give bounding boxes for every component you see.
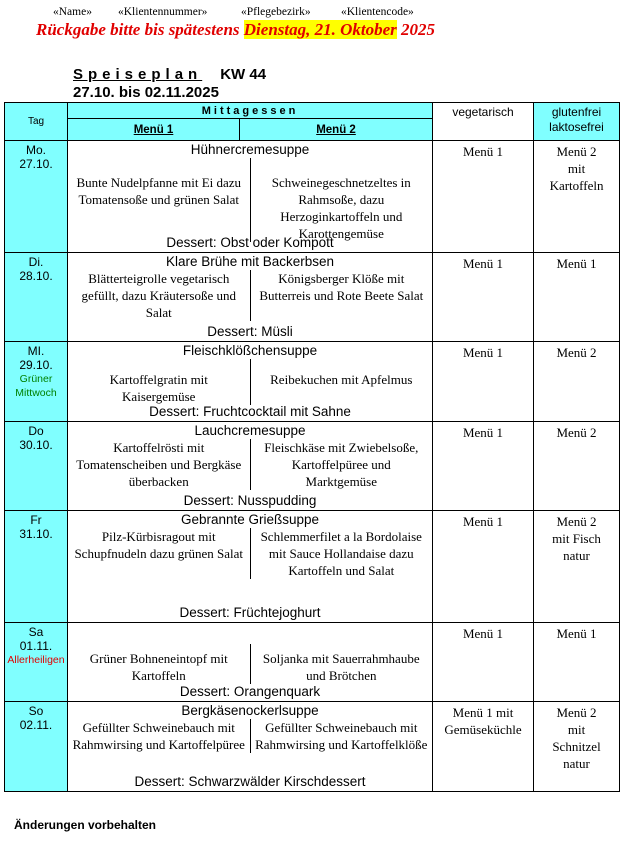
dessert: Dessert: Schwarzwälder Kirschdessert (134, 774, 366, 789)
dessert: Dessert: Müsli (207, 324, 293, 339)
table-row (5, 511, 620, 623)
day-date: 28.10. (19, 269, 53, 283)
dessert: Dessert: Früchtejoghurt (179, 605, 321, 620)
return-deadline-date: Dienstag, 21. Oktober (243, 20, 397, 39)
day-date: 30.10. (19, 438, 53, 452)
soup: Klare Brühe mit Backerbsen (165, 254, 335, 269)
day-date: 01.11. (19, 639, 53, 653)
day-note: Grüner Mittwoch (15, 373, 57, 399)
menu-2-dish: Schweinegeschnetzeltes in Rahmsoße, dazu Herzoginkartoffeln und Karottengemüse (271, 175, 411, 241)
dishes (68, 270, 432, 321)
menu-1-dish: Blätterteigrolle vegetarisch gefüllt, dazu Kräutersoße und Salat (68, 270, 251, 321)
day-cell (5, 702, 68, 792)
day-name: Mo. (25, 143, 46, 157)
lunch-cell (68, 342, 433, 422)
gluten-free-option: Menü 1 (534, 253, 620, 342)
vegetarian-option: Menü 1 (433, 623, 534, 702)
day-cell (5, 253, 68, 342)
menu-2-dish: Soljanka mit Sauerrahmhaube und Brötchen (262, 651, 420, 683)
table-row (5, 702, 620, 792)
lunch-cell (68, 253, 433, 342)
header-menu-1: Menü 1 (68, 119, 240, 141)
day-cell (5, 141, 68, 253)
menu-1-dish: Kartoffelrösti mit Tomatenscheiben und Bergkäse überbacken (68, 439, 251, 490)
gluten-free-option: Menü 2 mit Schnitzel natur (534, 702, 620, 792)
table-row (5, 253, 620, 342)
soup: Fleischklößchensuppe (182, 343, 318, 358)
return-deadline-notice: Rückgabe bitte bis spätestens Dienstag, 21. Oktober 2025 (36, 20, 436, 39)
soup (68, 623, 432, 644)
header-lunch: Mittagessen (68, 103, 433, 119)
menu-2-dish: Fleischkäse mit Zwiebelsoße, Kartoffelpüree und Marktgemüse (264, 440, 419, 489)
dessert: Dessert: Obst oder Kompott (166, 235, 334, 250)
day-name: MI. (27, 344, 45, 358)
header-vegetarian: vegetarisch (433, 103, 534, 141)
soup: Gebrannte Grießsuppe (180, 512, 320, 527)
gluten-free-option: Menü 1 (534, 623, 620, 702)
day-cell (5, 511, 68, 623)
vegetarian-option: Menü 1 (433, 342, 534, 422)
day-cell (5, 342, 68, 422)
dishes (68, 719, 432, 753)
name-placeholder: «Name» (53, 6, 92, 18)
table-row (5, 623, 620, 702)
lunch-cell (68, 141, 433, 253)
day-cell (5, 623, 68, 702)
day-date: 29.10. (19, 358, 53, 372)
header-menu-2: Menü 2 (240, 119, 433, 141)
menu-1-dish: Grüner Bohneneintopf mit Kartoffeln (68, 644, 251, 684)
day-note: Allerheiligen (7, 654, 65, 666)
day-name: Do (28, 424, 44, 438)
menu-2-dish: Reibekuchen mit Apfelmus (270, 372, 413, 387)
header-gluten-lactose-free: glutenfrei laktosefrei (534, 103, 620, 141)
menu-2-dish: Schlemmerfilet a la Bordolaise mit Sauce Hollandaise dazu Kartoffeln und Salat (260, 529, 422, 578)
gluten-free-option: Menü 2 mit Fisch natur (534, 511, 620, 623)
page-title: Speiseplan KW 44 (73, 66, 267, 83)
dishes (68, 528, 432, 579)
menu-1-dish: Kartoffelgratin mit Kaisergemüse (68, 359, 251, 405)
footer-note: Änderungen vorbehalten (14, 818, 157, 832)
week-date-range: 27.10. bis 02.11.2025 (73, 84, 219, 101)
menu-plan-table (4, 102, 620, 792)
vegetarian-option: Menü 1 (433, 253, 534, 342)
lunch-cell (68, 623, 433, 702)
dishes (68, 644, 432, 684)
menu-1-dish: Pilz-Kürbisragout mit Schupfnudeln dazu grünen Salat (68, 528, 251, 579)
day-date: 27.10. (19, 157, 53, 171)
vegetarian-option: Menü 1 (433, 511, 534, 623)
menu-1-dish: Gefüllter Schweinebauch mit Rahmwirsing und Kartoffelpüree (68, 719, 251, 753)
dessert: Dessert: Orangenquark (179, 684, 321, 699)
lunch-cell (68, 422, 433, 511)
menu-1-dish: Bunte Nudelpfanne mit Ei dazu Tomatensoße und grünen Salat (68, 158, 251, 242)
menu-2-dish: Königsberger Klöße mit Butterreis und Rote Beete Salat (259, 271, 424, 303)
day-name: Sa (28, 625, 44, 639)
care-district-placeholder: «Pflegebezirk» (241, 6, 311, 18)
vegetarian-option: Menü 1 mit Gemüseküchle (433, 702, 534, 792)
dishes (68, 359, 432, 405)
gluten-free-option: Menü 2 mit Kartoffeln (534, 141, 620, 253)
header-day: Tag (5, 103, 68, 141)
lunch-cell (68, 511, 433, 623)
day-date: 31.10. (19, 527, 53, 541)
day-name: Di. (28, 255, 44, 269)
day-cell (5, 422, 68, 511)
dessert: Dessert: Fruchtcocktail mit Sahne (149, 404, 351, 419)
dishes (68, 158, 432, 242)
menu-2-dish: Gefüllter Schweinebauch mit Rahmwirsing und Kartoffelklöße (255, 720, 428, 752)
soup: Hühnercremesuppe (190, 142, 310, 157)
dishes (68, 439, 432, 490)
gluten-free-option: Menü 2 (534, 422, 620, 511)
client-number-placeholder: «Klientennummer» (118, 6, 208, 18)
table-row (5, 422, 620, 511)
lunch-cell (68, 702, 433, 792)
day-name: Fr (30, 513, 42, 527)
week-number: KW 44 (220, 66, 267, 83)
soup: Lauchcremesuppe (194, 423, 306, 438)
table-row (5, 141, 620, 253)
dessert: Dessert: Nusspudding (183, 493, 317, 508)
soup: Bergkäsenockerlsuppe (181, 703, 319, 718)
day-name: So (28, 704, 44, 718)
day-date: 02.11. (19, 718, 53, 732)
table-row (5, 342, 620, 422)
gluten-free-option: Menü 2 (534, 342, 620, 422)
vegetarian-option: Menü 1 (433, 422, 534, 511)
vegetarian-option: Menü 1 (433, 141, 534, 253)
client-code-placeholder: «Klientencode» (341, 6, 414, 18)
